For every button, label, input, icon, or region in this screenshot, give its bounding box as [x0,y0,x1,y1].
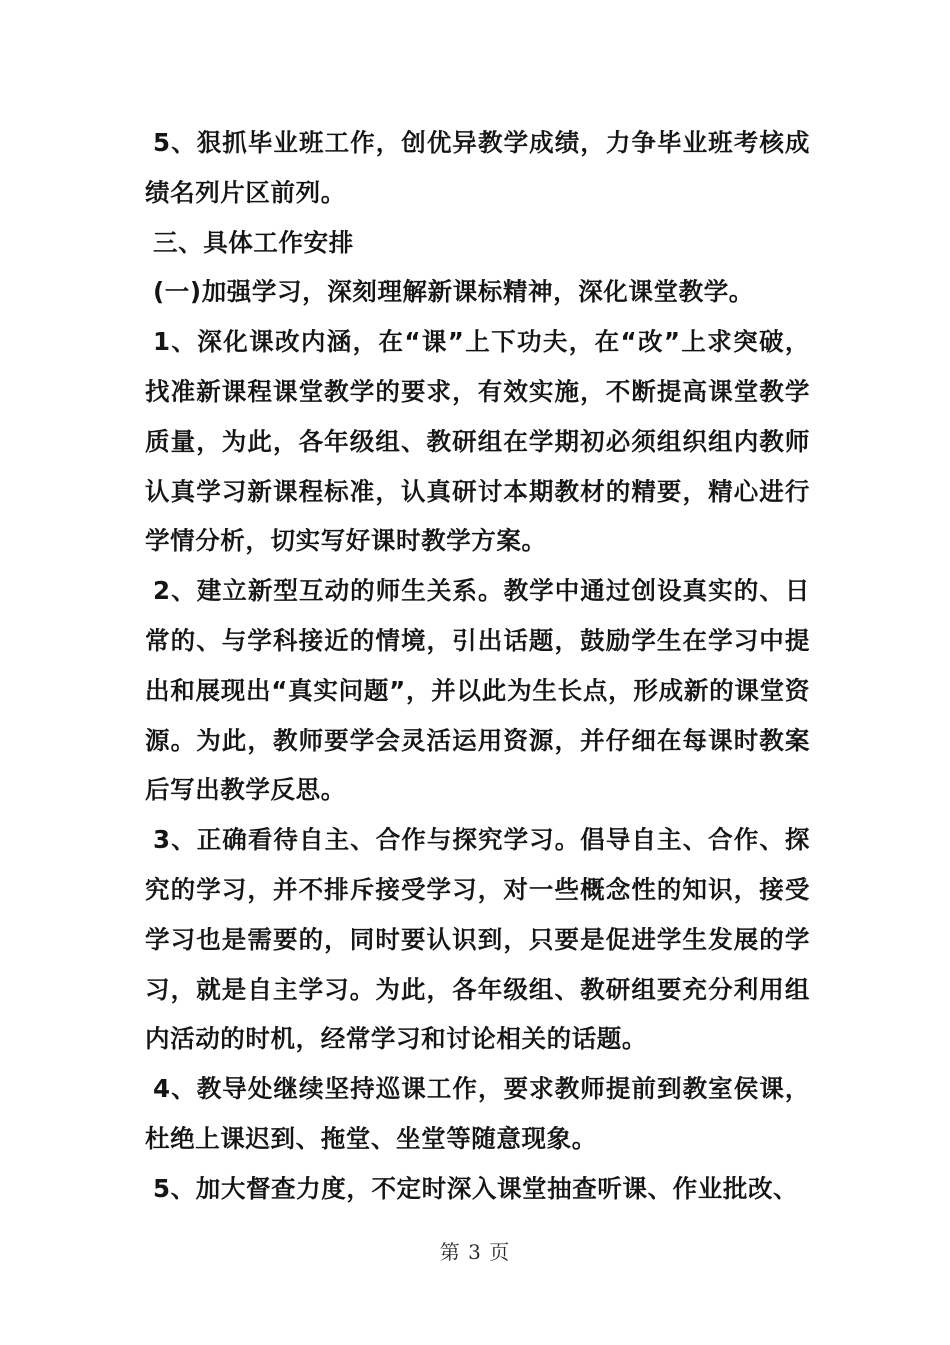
paragraph-item-2: 2、建立新型互动的师生关系。教学中通过创设真实的、日常的、与学科接近的情境，引出话题，鼓励学生在学习中提出和展现出“真实问题”，并以此为生长点，形成新的课堂资源。为此，教师要学会灵活运用资源，并仔细在每课时教案后写出教学反思。 [145,576,810,805]
paragraph-item-4: 4、教导处继续坚持巡课工作，要求教师提前到教室侯课，杜绝上课迟到、拖堂、坐堂等随意现象。 [145,1074,810,1153]
document-body [145,118,810,1214]
paragraph-graduating-class: 5、狠抓毕业班工作，创优异教学成绩，力争毕业班考核成绩名列片区前列。 [145,128,810,207]
paragraph-item-5: 5、加大督查力度，不定时深入课堂抽查听课、作业批改、 [153,1173,799,1203]
page-number: 第 3 页 [439,1240,511,1264]
subsection-heading-study: (一)加强学习，深刻理解新课标精神，深化课堂教学。 [153,277,754,307]
paragraph-item-1: 1、深化课改内涵，在“课”上下功夫，在“改”上求突破，找准新课程课堂教学的要求，有效实施，不断提高课堂教学质量，为此，各年级组、教研组在学期初必须组织组内教师认真学习新课程标准，认真研讨本期教材的精要，精心进行学情分析，切实写好课时教学方案。 [145,327,810,556]
section-heading-work-arrangement: 三、具体工作安排 [153,227,354,257]
paragraph-item-3: 3、正确看待自主、合作与探究学习。倡导自主、合作、探究的学习，并不排斥接受学习，对一些概念性的知识，接受学习也是需要的，同时要认识到，只要是促进学生发展的学习，就是自主学习。为此，各年级组、教研组要充分利用组内活动的时机，经常学习和讨论相关的话题。 [145,825,810,1054]
